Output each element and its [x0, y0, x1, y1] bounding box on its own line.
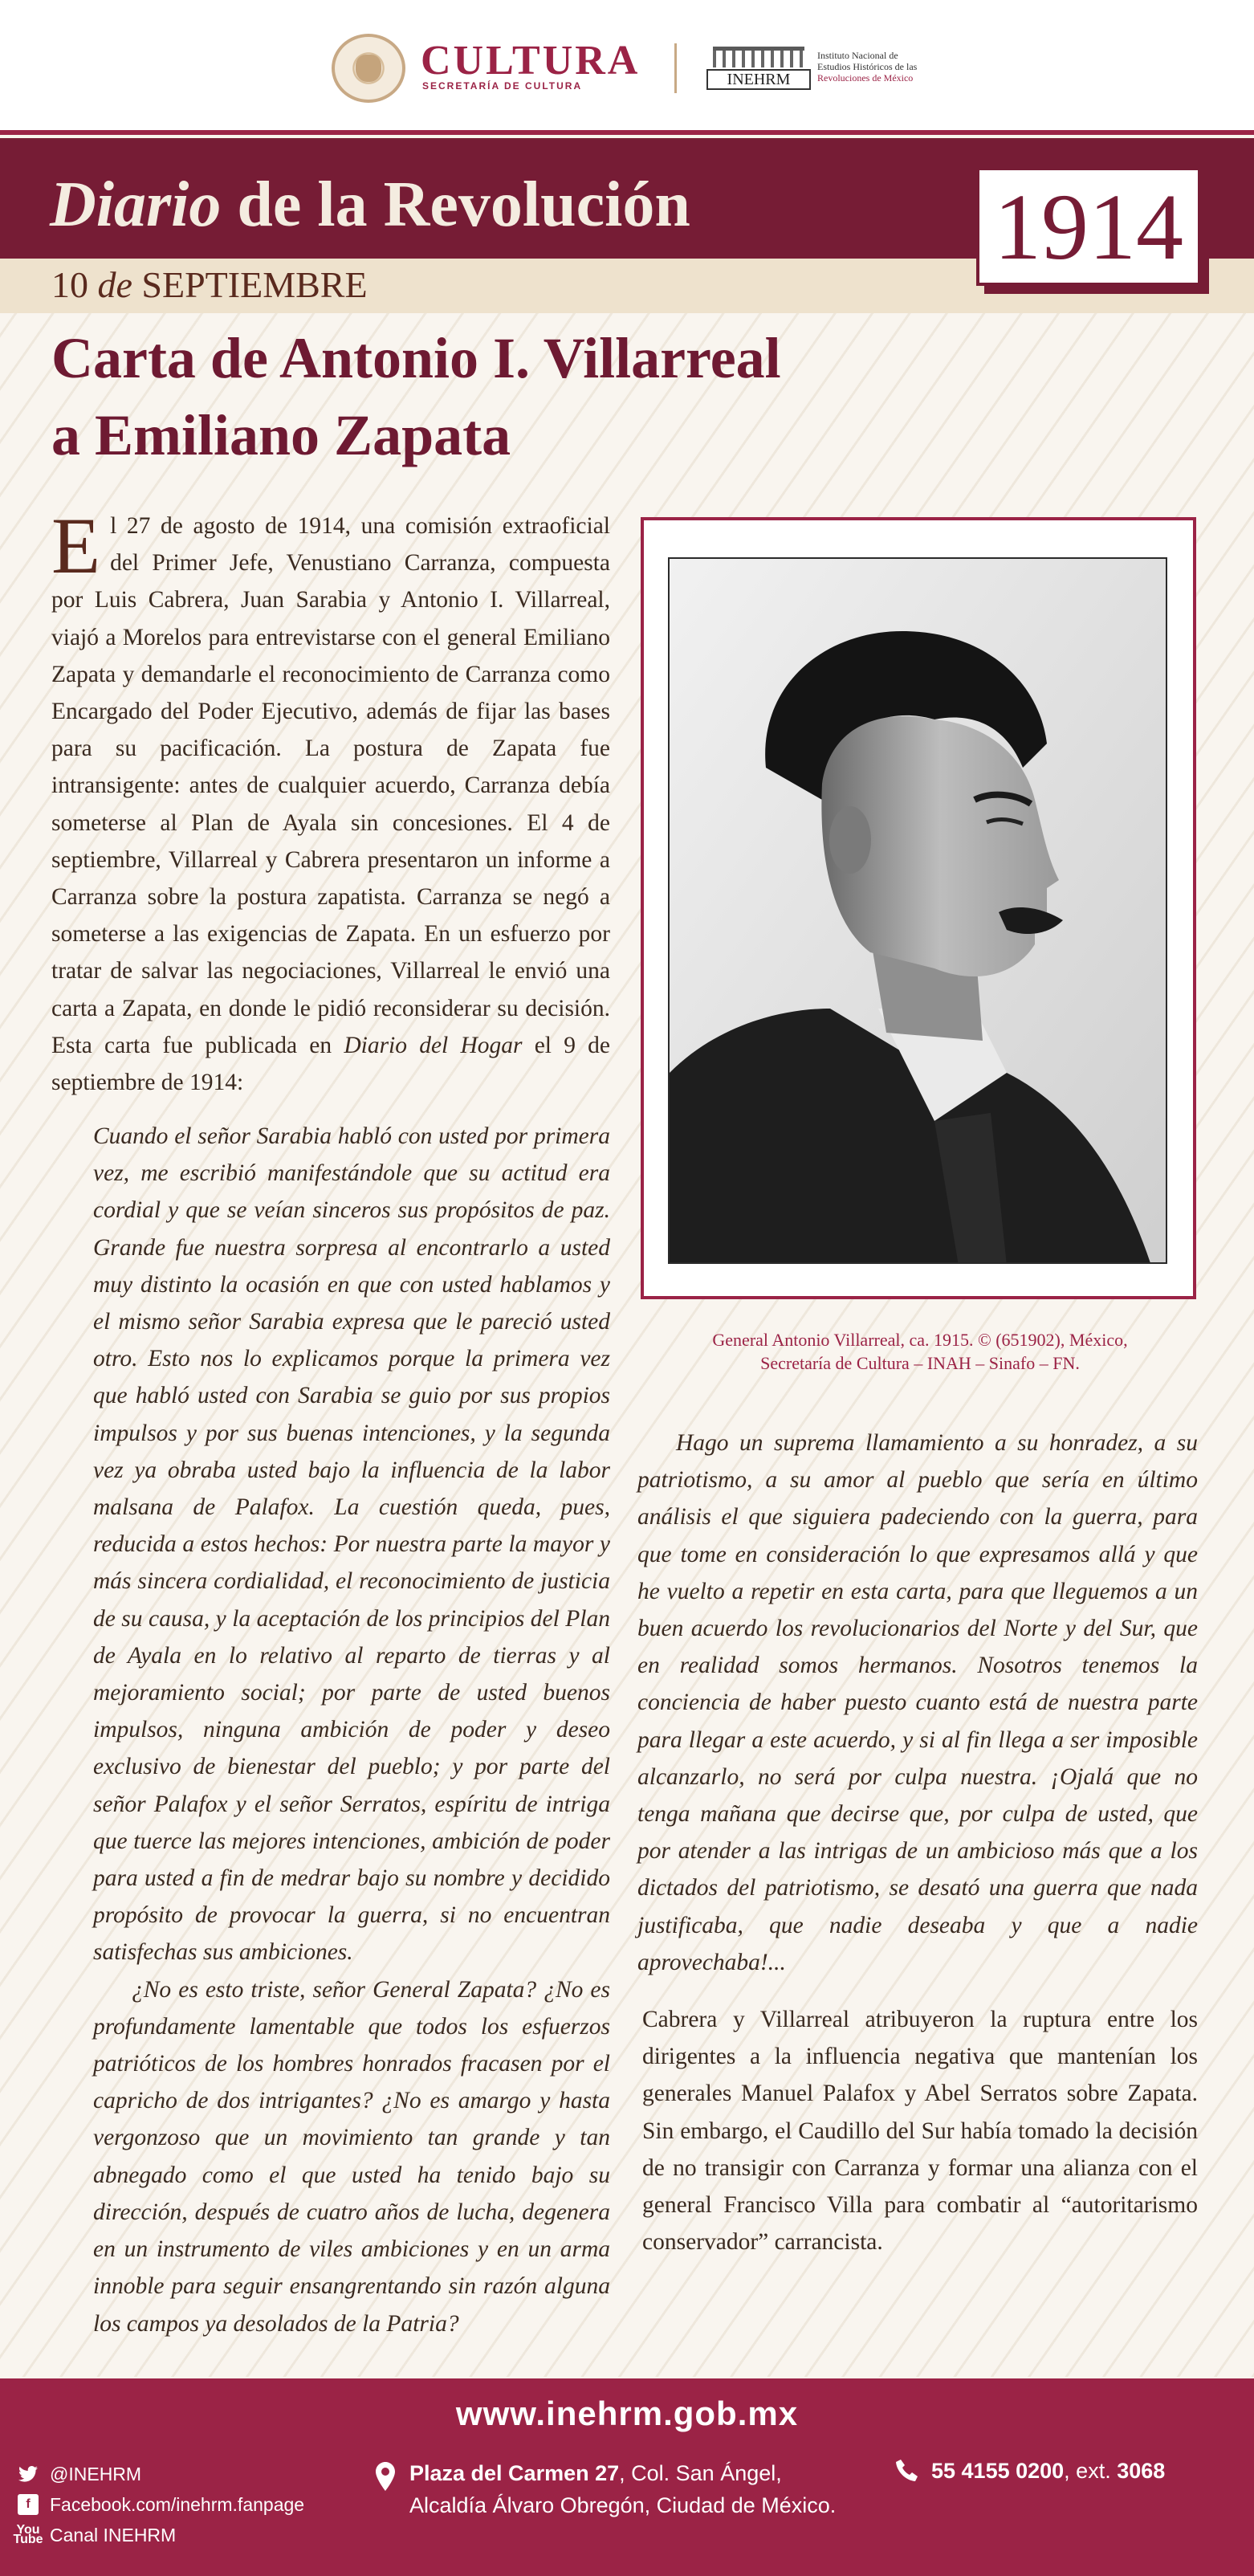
caption-line-1: General Antonio Villarreal, ca. 1915. © (651902), México,	[712, 1330, 1128, 1350]
headline-line-2: a Emiliano Zapata	[51, 403, 511, 467]
inehrm-line-1: Instituto Nacional de	[817, 50, 898, 61]
inehrm-logo-word: INEHRM	[706, 69, 811, 90]
series-title-rest: de la Revolución	[221, 169, 690, 240]
inehrm-logo-text	[817, 50, 917, 84]
header-rule	[0, 130, 1254, 135]
youtube-link[interactable]	[13, 2520, 304, 2550]
address	[409, 2457, 836, 2521]
address-city: Alcaldía Álvaro Obregón, Ciudad de México.	[409, 2493, 837, 2517]
mexico-coat-of-arms-icon	[332, 34, 405, 103]
youtube-icon-bottom: Tube	[13, 2533, 43, 2546]
headline-line-1: Carta de Antonio I. Villarreal	[51, 326, 781, 390]
phone-ext-label: , ext.	[1064, 2459, 1118, 2483]
social-links	[13, 2459, 305, 2550]
series-title-italic: Diario	[50, 169, 222, 240]
address-colonia: , Col. San Ángel,	[619, 2461, 782, 2485]
inehrm-line-3: Revoluciones de México	[817, 72, 914, 84]
portrait-illustration	[670, 559, 1167, 1264]
address-street: Plaza del Carmen 27	[409, 2461, 620, 2485]
photo-frame	[641, 517, 1196, 1299]
caption-line-2: Secretaría de Cultura – INAH – Sinafo – FN.	[760, 1353, 1080, 1373]
building-icon	[713, 47, 804, 67]
facebook-link[interactable]	[18, 2489, 304, 2520]
website-link[interactable]: www.inehrm.gob.mx	[455, 2395, 799, 2432]
location-pin-icon	[376, 2462, 395, 2491]
intro-paragraph	[51, 501, 610, 1101]
quote-paragraph-1: Cuando el señor Sarabia habló con usted por primera vez, me escribió manifestándole que su actitud era cordial y que se veían sinceros sus propósitos de paz. Grande fue nuestra sorpresa al encontrarlo a usted muy distinto la ocasión en que con usted hablamos y el mismo señor Sarabia expresa que le pareció usted otro. Esto nos lo explicamos porque la primera vez que habló usted con Sarabia se guio por sus propios impulsos y por sus buenas intenciones, y la segunda vez ya obraba usted bajo la influencia de la labor malsana de Palafox. La cuestión queda, pues, reducida a estos hechos: Por nuestra parte la mayor y más sincera cordialidad, el reconocimiento de justicia de su causa, y la aceptación de los principios del Plan de Ayala en lo relativo al reparto de tierras y al mejoramiento social; por parte de usted buenos impulsos, ninguna ambición de poder y deseo exclusivo de bienestar del pueblo; y por parte del señor Palafox y el señor Serratos, espíritu de intriga que tuerce las mejores intenciones, ambición de poder para usted a fin de medrar bajo su nombre y decidido propósito de provocar la guerra, si no encuentran satisfechas sus ambiciones.	[93, 1123, 610, 1966]
phone-extension: 3068	[1117, 2459, 1166, 2483]
photo-caption	[642, 1328, 1198, 1375]
facebook-icon: f	[18, 2494, 39, 2515]
youtube-icon-top: You	[16, 2523, 40, 2537]
twitter-icon	[18, 2464, 39, 2484]
quote-paragraph-2: ¿No es esto triste, señor General Zapata? ¿No es profundamente lamentable que todos los esfuerzos patrióticos de los hombres honrados fracasen por el capricho de dos intrigantes? ¿No es amargo y hasta vergonzoso que un movimiento tan grande y tan abnegado como el que usted ha tenido bajo su dirección, después de cuatro años de lucha, degenera en un instrumento de viles ambiciones y en un arma innoble para seguir ensangrentando sin razón alguna los campos ya desolados de la Patria?	[93, 1976, 610, 2337]
letter-quote-left	[93, 1118, 610, 2342]
cultura-logo-title: CULTURA	[421, 38, 641, 84]
quote-paragraph-3: Hago un suprema llamamiento a su honradez, a su patriotismo, a su amor al pueblo que sería en último análisis el que siguiera padeciendo con la guerra, para que tome en consideración lo que expresamos allá y que he vuelto a repetir en esta carta, para que lleguemos a un buen acuerdo los revolucionarios del Norte y del Sur, que en realidad somos hermanos. Nosotros tenemos la conciencia de haber puesto cuanto está de nuestra parte para llegar a este acuerdo, y si al fin llega a ser imposible alcanzarlo, no será por culpa nuestra. ¡Ojalá que no tenga mañana que decirse que, por culpa de usted, que por atender a las intrigas de un ambicioso más que a los dictados del patriotismo, se desató una guerra que nada justificaba, que nadie deseaba y que a nadie aprovechaba!...	[637, 1430, 1198, 1975]
twitter-link[interactable]	[18, 2459, 304, 2489]
twitter-handle: @INEHRM	[50, 2464, 142, 2484]
drop-cap: E	[51, 501, 101, 590]
top-header	[0, 0, 1254, 135]
article-headline	[51, 320, 934, 474]
phone-number: 55 4155 0200	[931, 2459, 1065, 2483]
youtube-icon	[13, 2523, 43, 2546]
cultura-logo-subtitle: SECRETARÍA DE CULTURA	[422, 80, 583, 92]
year-badge: 1914	[976, 167, 1201, 286]
date-line	[51, 263, 368, 306]
facebook-url: Facebook.com/inehrm.fanpage	[50, 2494, 305, 2515]
date-month: SEPTIEMBRE	[132, 264, 368, 305]
letter-quote-right	[637, 1425, 1198, 1981]
intro-text-end: el 9 de septiembre de 1914:	[51, 1032, 610, 1096]
series-title	[50, 169, 690, 242]
inehrm-line-2: Estudios Históricos de las	[817, 61, 918, 72]
date-day: 10	[51, 264, 98, 305]
phone-icon	[896, 2459, 918, 2483]
date-de: de	[97, 264, 132, 305]
portrait-photo	[668, 557, 1167, 1264]
intro-text: l 27 de agosto de 1914, una comisión extraoficial del Primer Jefe, Venustiano Carranza, compuesta por Luis Cabrera, Juan Sarabia y Antonio I. Villarreal, viajó a Morelos para entrevistarse con el general Emiliano Zapata y demandarle el reconocimiento de Carranza como Encargado del Poder Ejecutivo, además de fijar las bases para su pacificación. La postura de Zapata fue intransigente: antes de cualquier acuerdo, Carranza debía someterse al Plan de Ayala sin concesiones. El 4 de septiembre, Villarreal y Cabrera presentaron un informe a Carranza sobre la postura zapatista. Carranza se negó a someterse a las exigencias de Zapata. En un esfuerzo por tratar de salvar las negociaciones, Villarreal le envió una carta a Zapata, en donde le pidió reconsiderar su decisión. Esta carta fue publicada en	[51, 513, 610, 1058]
footer	[0, 2378, 1254, 2576]
closing-paragraph: Cabrera y Villarreal atribuyeron la ruptura entre los dirigentes a la influencia negativa que mantenían los generales Manuel Palafox y Abel Serratos sobre Zapata. Sin embargo, el Caudillo del Sur había tomado la decisión de no transigir con Carranza y formar una alianza con el general Francisco Villa para combatir al “autoritarismo conservador” carrancista.	[642, 2007, 1198, 2256]
inehrm-logo	[706, 47, 811, 92]
youtube-channel: Canal INEHRM	[50, 2525, 177, 2545]
phone-contact[interactable]	[931, 2459, 1165, 2484]
intro-newspaper-title: Diario del Hogar	[344, 1032, 523, 1058]
header-divider	[674, 43, 677, 93]
